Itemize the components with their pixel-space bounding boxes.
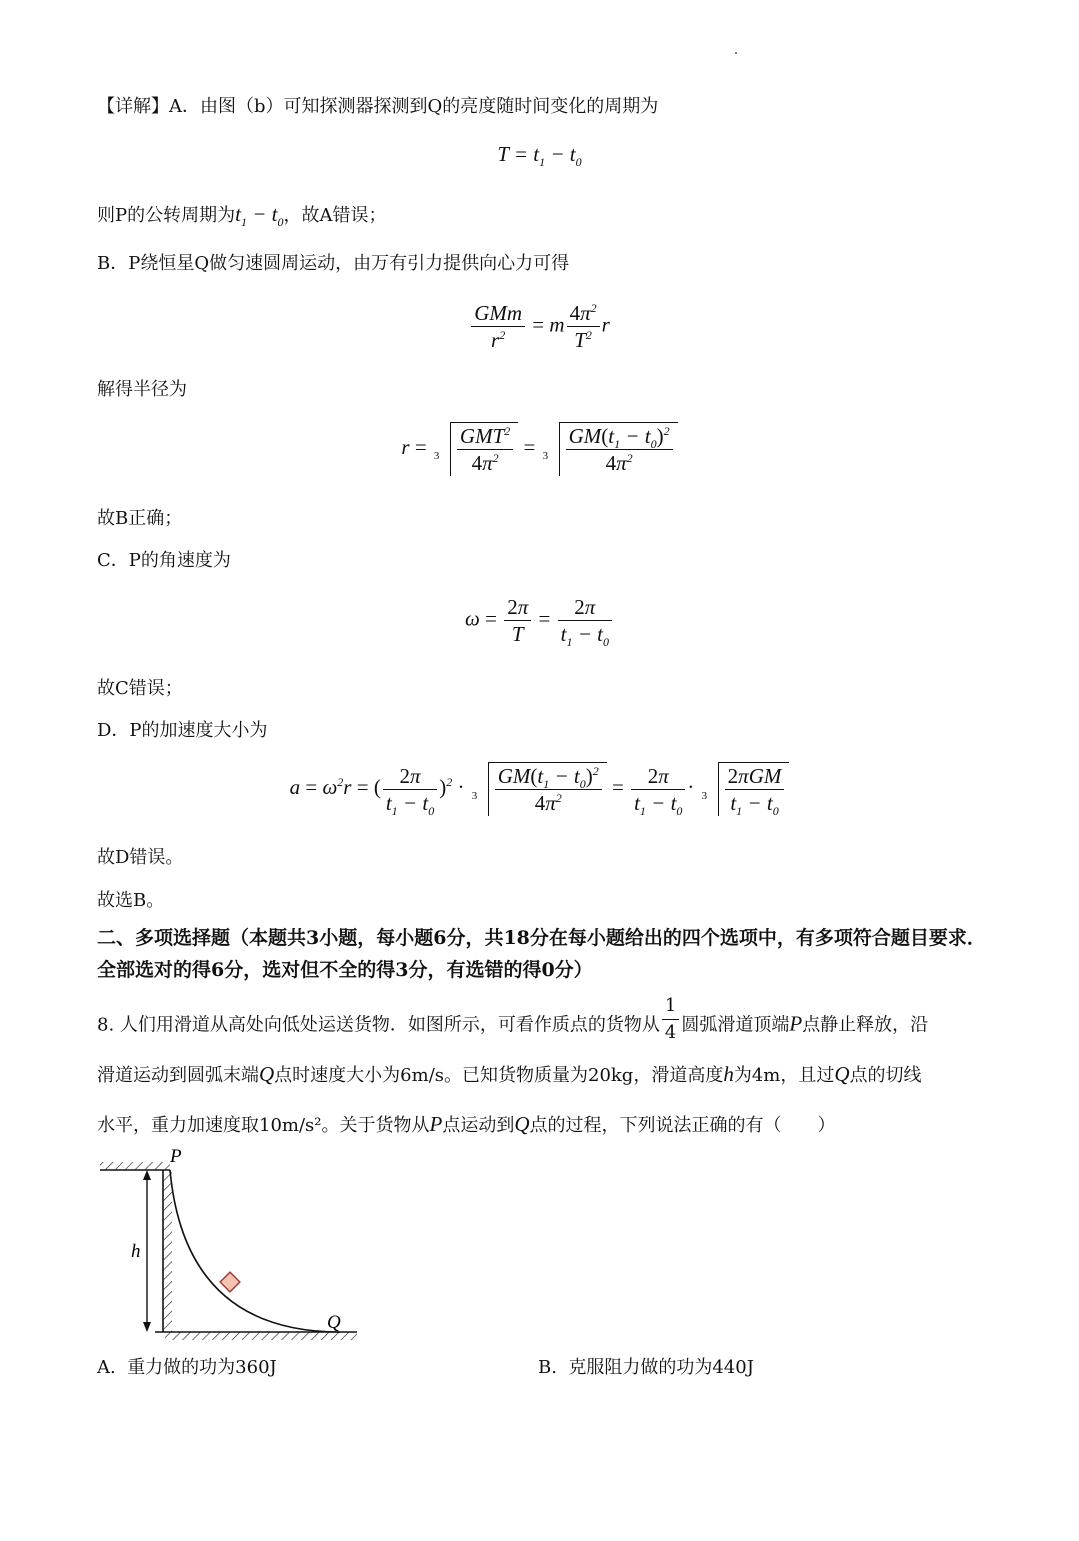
equation-gravity: $\frac{\text{GMm}}{r^2}$ = m $\frac{4\pi^2}{T^2}$ r xyxy=(0,300,1079,353)
option-b-label: B. xyxy=(538,1357,557,1378)
option-a-text: 重力做的功为360J xyxy=(127,1357,277,1378)
speed-value: 6m/s xyxy=(400,1065,444,1086)
b-conclusion: 故B正确； xyxy=(97,508,183,529)
c-conclusion: 故C错误； xyxy=(97,678,183,699)
a-conclusion-post: ，故A错误； xyxy=(283,205,387,226)
arrow-head-top xyxy=(143,1170,151,1180)
fraction-denominator: 4 xyxy=(664,1022,677,1043)
final-answer: 故选B。 xyxy=(97,890,165,911)
label-p: P xyxy=(170,1146,182,1167)
line3-d: 点的过程，下列说法正确的有（ ） xyxy=(529,1115,836,1136)
equation-period: $T = t_1 - t_0$ xyxy=(497,142,582,170)
wall-hatch xyxy=(163,1170,172,1332)
point-p: P xyxy=(789,1011,803,1036)
line2-c: 。已知货物质量为 xyxy=(444,1065,588,1086)
b-radius-label: 解得半径为 xyxy=(97,379,187,400)
line3-b: 。关于货物从 xyxy=(321,1115,430,1136)
height-value: 4m xyxy=(751,1065,781,1086)
line3-c: 点运动到 xyxy=(442,1115,515,1136)
quarter-arc-track xyxy=(170,1170,340,1332)
point-q: Q xyxy=(259,1062,275,1086)
slide-diagram xyxy=(95,1140,365,1345)
line2-e: 为 xyxy=(733,1065,752,1086)
question-lead: 8. 人们用滑道从高处向低处运送货物．如图所示，可看作质点的货物从 xyxy=(97,1014,660,1036)
top-hatch xyxy=(100,1162,170,1170)
label-q: Q xyxy=(327,1312,341,1333)
d-intro: D．P的加速度大小为 xyxy=(97,720,268,741)
question-line-2 xyxy=(97,1062,922,1088)
section-heading: 二、多项选择题（本题共3小题，每小题6分，共18分在每小题给出的四个选项中，有多项符合题目要求．全部选对的得6分，选对但不全的得3分，有选错的得0分） xyxy=(97,927,986,981)
label-h: h xyxy=(131,1241,141,1262)
quarter-fraction xyxy=(662,993,679,1046)
equation-omega: ω = $\frac{2\pi}{T}$ = $\frac{2\pi}{t_1 - t_0}$ xyxy=(0,594,1079,647)
equation-radius: r = 3 $\frac{GMT^2}{4\pi^2}$ = 3 $\frac{GM(t_1 - t_0)^2}{4\pi^2}$ xyxy=(0,422,1079,476)
equation-acceleration: $a = \omega^2r$ = ( $\frac{2\pi}{t_1 - t_0}$ )$^2$ · 3 $\frac{GM(t_1 - t_0)^2}{4\pi^2}$ = $\frac{2\pi}{t_1 - t_0}$ · 3 $\frac{\text{2πGM}}{t_1 - t_0}$ xyxy=(0,762,1079,816)
question-line-1 xyxy=(97,995,929,1046)
option-b[interactable] xyxy=(538,1353,754,1379)
gravity-value: 10m/s² xyxy=(259,1115,322,1136)
scan-dot xyxy=(735,52,737,54)
option-b-text: 克服阻力做的功为440J xyxy=(568,1357,754,1378)
option-a-label: A. xyxy=(97,1357,116,1378)
fraction-numerator: 1 xyxy=(662,993,679,1020)
question-line-3 xyxy=(97,1112,836,1138)
c-intro: C．P的角速度为 xyxy=(97,550,231,571)
cargo-block xyxy=(220,1272,240,1292)
line3-a: 水平，重力加速度取 xyxy=(97,1115,259,1136)
arrow-head-bottom xyxy=(143,1322,151,1332)
lead-rest: 圆弧滑道顶端 xyxy=(681,1014,790,1036)
ground-hatch xyxy=(165,1332,357,1340)
point-p-2: P xyxy=(429,1112,443,1136)
solution-intro: 【详解】A．由图（b）可知探测器探测到Q的亮度随时间变化的周期为 xyxy=(97,96,659,117)
option-a[interactable] xyxy=(97,1353,277,1379)
a-conclusion xyxy=(97,202,386,228)
line2-f: ，且过 xyxy=(780,1065,835,1086)
d-conclusion: 故D错误。 xyxy=(97,847,184,868)
mass-value: 20kg xyxy=(588,1065,634,1086)
a-period-expr: $t_1 - t_0$ xyxy=(235,202,284,230)
point-q-2: Q xyxy=(834,1062,850,1086)
line2-g: 点的切线 xyxy=(849,1065,922,1086)
height-symbol: h xyxy=(723,1062,734,1086)
b-intro: B．P绕恒星Q做匀速圆周运动，由万有引力提供向心力可得 xyxy=(97,253,570,274)
lead-end: 点静止释放，沿 xyxy=(802,1014,929,1036)
point-q-3: Q xyxy=(514,1112,530,1136)
a-conclusion-pre: 则P的公转周期为 xyxy=(97,205,236,226)
line2-d: ，滑道高度 xyxy=(633,1065,724,1086)
line2-b: 点时速度大小为 xyxy=(274,1065,401,1086)
line2-a: 滑道运动到圆弧末端 xyxy=(97,1065,259,1086)
